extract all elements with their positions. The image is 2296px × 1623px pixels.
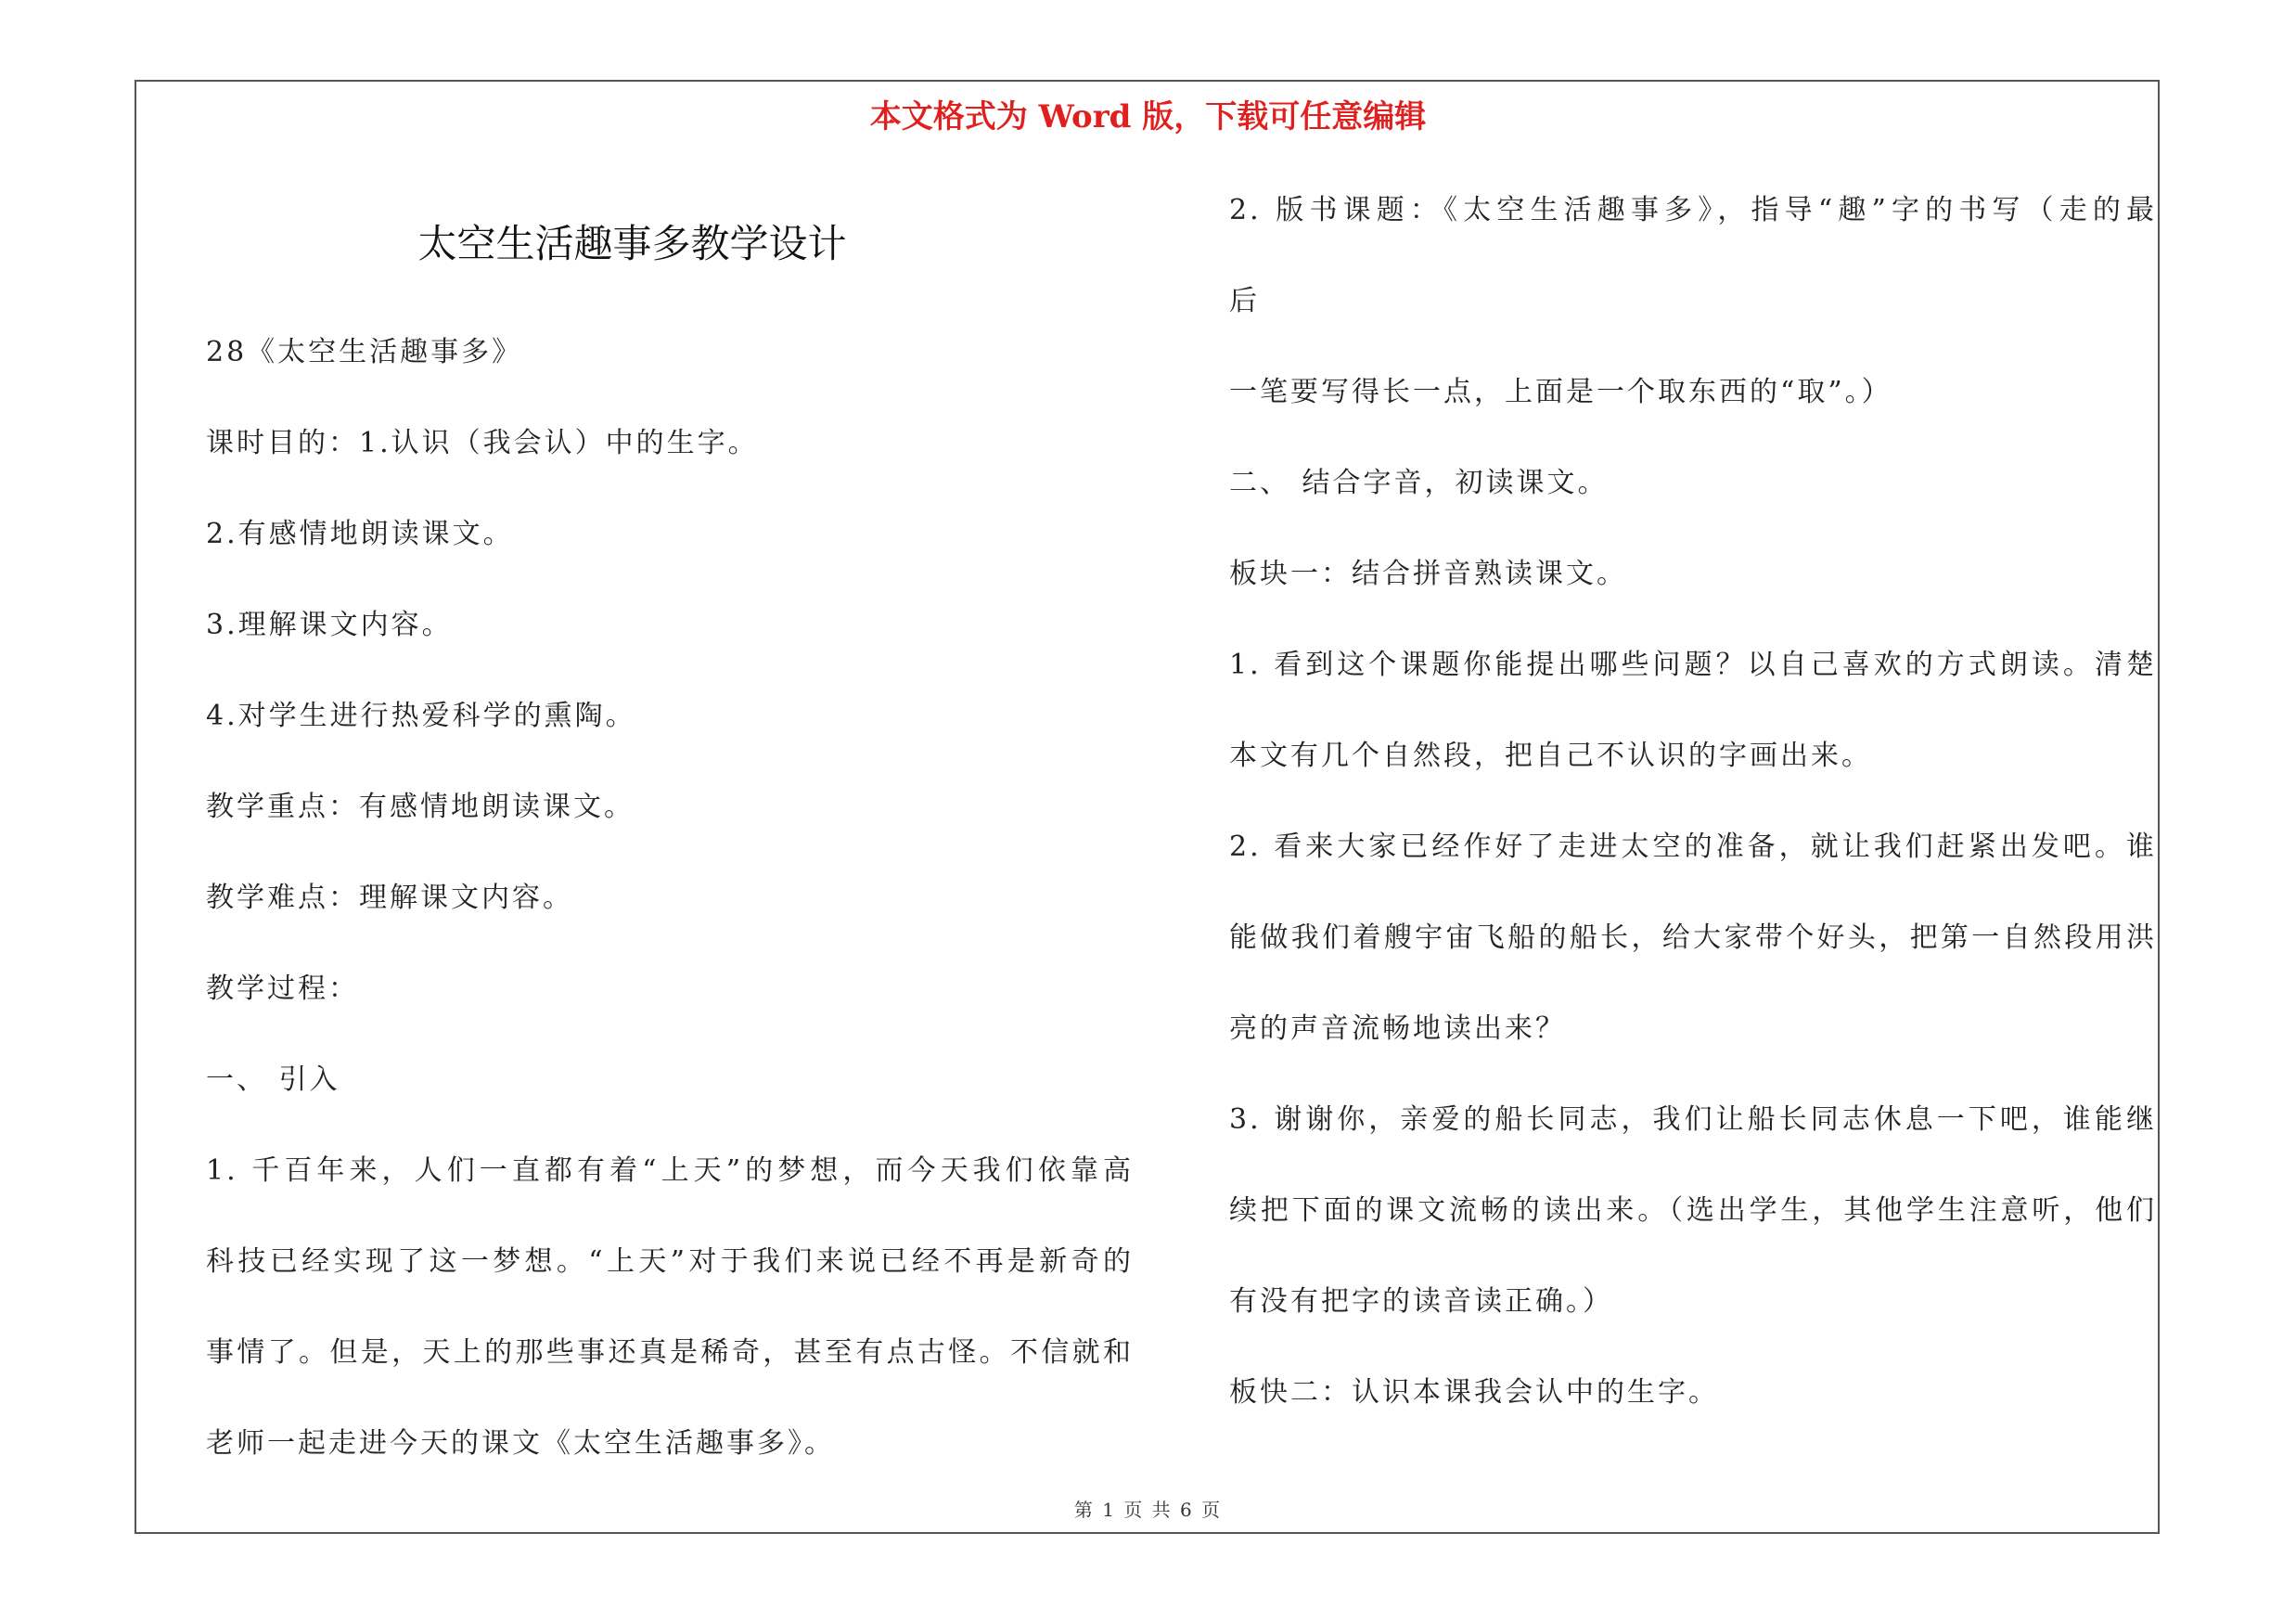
- text-line: 一、 引入: [206, 1063, 340, 1096]
- text-line: 有没有把字的读音读正确。）: [1229, 1285, 1613, 1318]
- text-line: 1. 千百年来，人们一直都有着“上天”的梦想，而今天我们依靠高: [206, 1154, 1134, 1187]
- text-line: 本文有几个自然段，把自己不认识的字画出来。: [1229, 740, 1872, 772]
- format-banner: 本文格式为 Word 版，下载可任意编辑: [869, 98, 1427, 135]
- text-line: 续把下面的课文流畅的读出来。（选出学生，其他学生注意听，他们: [1229, 1194, 2157, 1227]
- text-line: 老师一起走进今天的课文《太空生活趣事多》。: [206, 1427, 835, 1460]
- left-column: [206, 307, 1134, 1489]
- text-line: 2. 看来大家已经作好了走进太空的准备，就让我们赶紧出发吧。谁: [1229, 831, 2157, 863]
- text-line: 一笔要写得长一点，上面是一个取东西的“取”。）: [1229, 376, 1892, 408]
- text-line: 28《太空生活趣事多》: [206, 336, 523, 368]
- text-line: 科技已经实现了这一梦想。“上天”对于我们来说已经不再是新奇的: [206, 1245, 1134, 1278]
- right-column: [1229, 165, 2157, 1438]
- text-line: 板快二：认识本课我会认中的生字。: [1229, 1376, 1719, 1409]
- text-line: 事情了。但是，天上的那些事还真是稀奇，甚至有点古怪。不信就和: [206, 1336, 1134, 1369]
- text-line: 后: [1229, 285, 1260, 317]
- text-line: 2. 版书课题：《太空生活趣事多》，指导“趣”字的书写（走的最: [1229, 194, 2157, 226]
- text-line: 能做我们着艘宇宙飞船的船长，给大家带个好头，把第一自然段用洪: [1229, 921, 2157, 954]
- text-line: 二、 结合字音，初读课文。: [1229, 467, 1609, 499]
- text-line: 教学过程：: [206, 973, 359, 1005]
- text-line: 3. 谢谢你，亲爱的船长同志，我们让船长同志休息一下吧，谁能继: [1229, 1103, 2157, 1136]
- text-line: 亮的声音流畅地读出来？: [1229, 1012, 1566, 1045]
- text-line: 4.对学生进行热爱科学的熏陶。: [206, 700, 636, 732]
- text-line: 课时目的：1.认识（我会认）中的生字。: [206, 427, 759, 459]
- text-line: 教学难点：理解课文内容。: [206, 882, 573, 914]
- text-line: 3.理解课文内容。: [206, 609, 453, 641]
- page-number-footer: 第 1 页 共 6 页: [1073, 1499, 1223, 1521]
- text-line: 教学重点：有感情地朗读课文。: [206, 791, 635, 823]
- text-line: 1. 看到这个课题你能提出哪些问题？以自己喜欢的方式朗读。清楚: [1229, 649, 2157, 681]
- document-title: 太空生活趣事多教学设计: [417, 221, 847, 266]
- text-line: 板块一：结合拼音熟读课文。: [1229, 558, 1627, 590]
- text-line: 2.有感情地朗读课文。: [206, 518, 514, 550]
